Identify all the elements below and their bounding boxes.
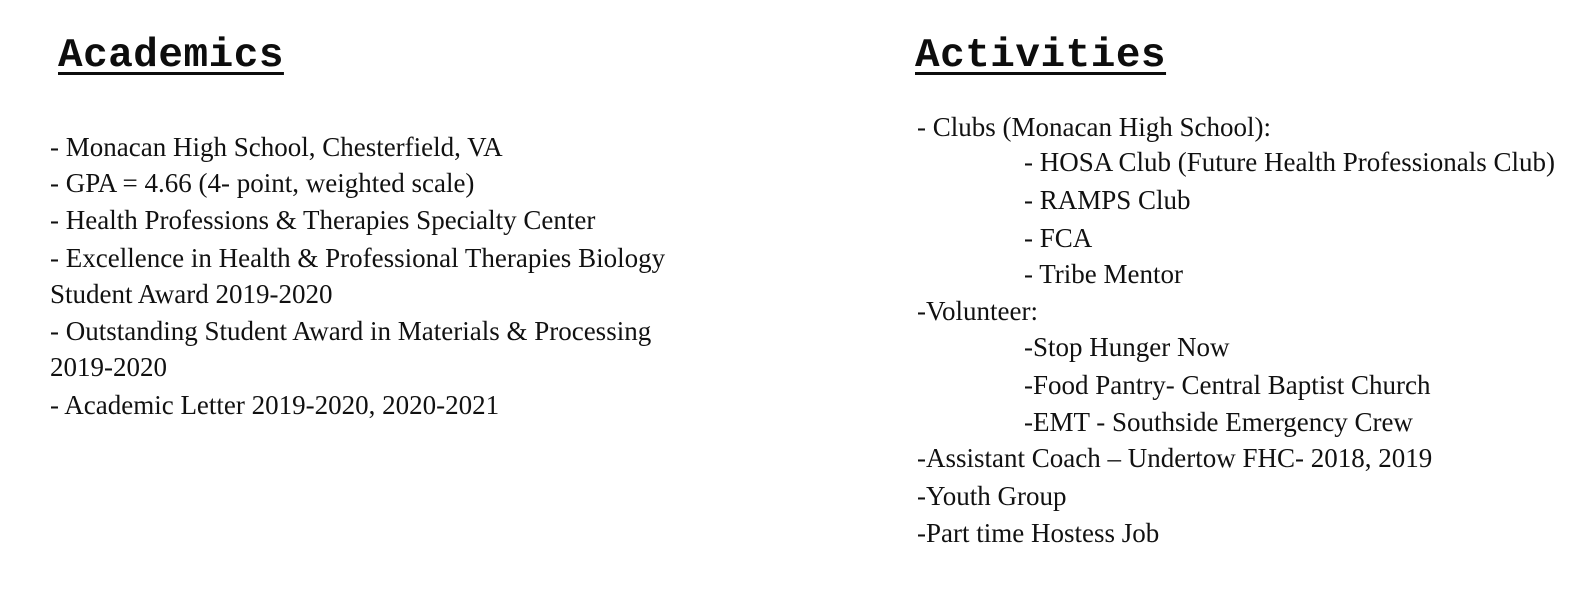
club-item-ramps: - RAMPS Club [1024,185,1191,215]
academics-line-biology-award: - Excellence in Health & Professional Therapies Biology [50,243,666,273]
academics-line-biology-award-cont: Student Award 2019-2020 [50,279,333,309]
clubs-label: - Clubs (Monacan High School): [917,112,1271,142]
activity-hostess-job: -Part time Hostess Job [917,518,1160,548]
activity-youth-group: -Youth Group [917,481,1067,511]
volunteer-item-food-pantry: -Food Pantry- Central Baptist Church [1024,370,1431,400]
volunteer-item-emt: -EMT - Southside Emergency Crew [1024,407,1413,437]
academics-heading: Academics [58,33,284,79]
academics-line-specialty-center: - Health Professions & Therapies Specialty Center [50,205,596,235]
club-item-hosa: - HOSA Club (Future Health Professionals Club) [1024,147,1555,177]
academics-line-gpa: - GPA = 4.66 (4- point, weighted scale) [50,168,475,198]
volunteer-item-stop-hunger: -Stop Hunger Now [1024,332,1230,362]
club-item-tribe-mentor: - Tribe Mentor [1024,259,1184,289]
academics-line-outstanding-award-cont: 2019-2020 [50,352,167,382]
academics-line-outstanding-award: - Outstanding Student Award in Materials & Processing [50,316,652,346]
activities-heading: Activities [915,33,1167,79]
volunteer-label: -Volunteer: [917,296,1038,326]
activity-assistant-coach: -Assistant Coach – Undertow FHC- 2018, 2019 [917,443,1433,473]
academics-line-school: - Monacan High School, Chesterfield, VA [50,132,503,162]
club-item-fca: - FCA [1024,223,1093,253]
academics-line-academic-letter: - Academic Letter 2019-2020, 2020-2021 [50,390,500,420]
